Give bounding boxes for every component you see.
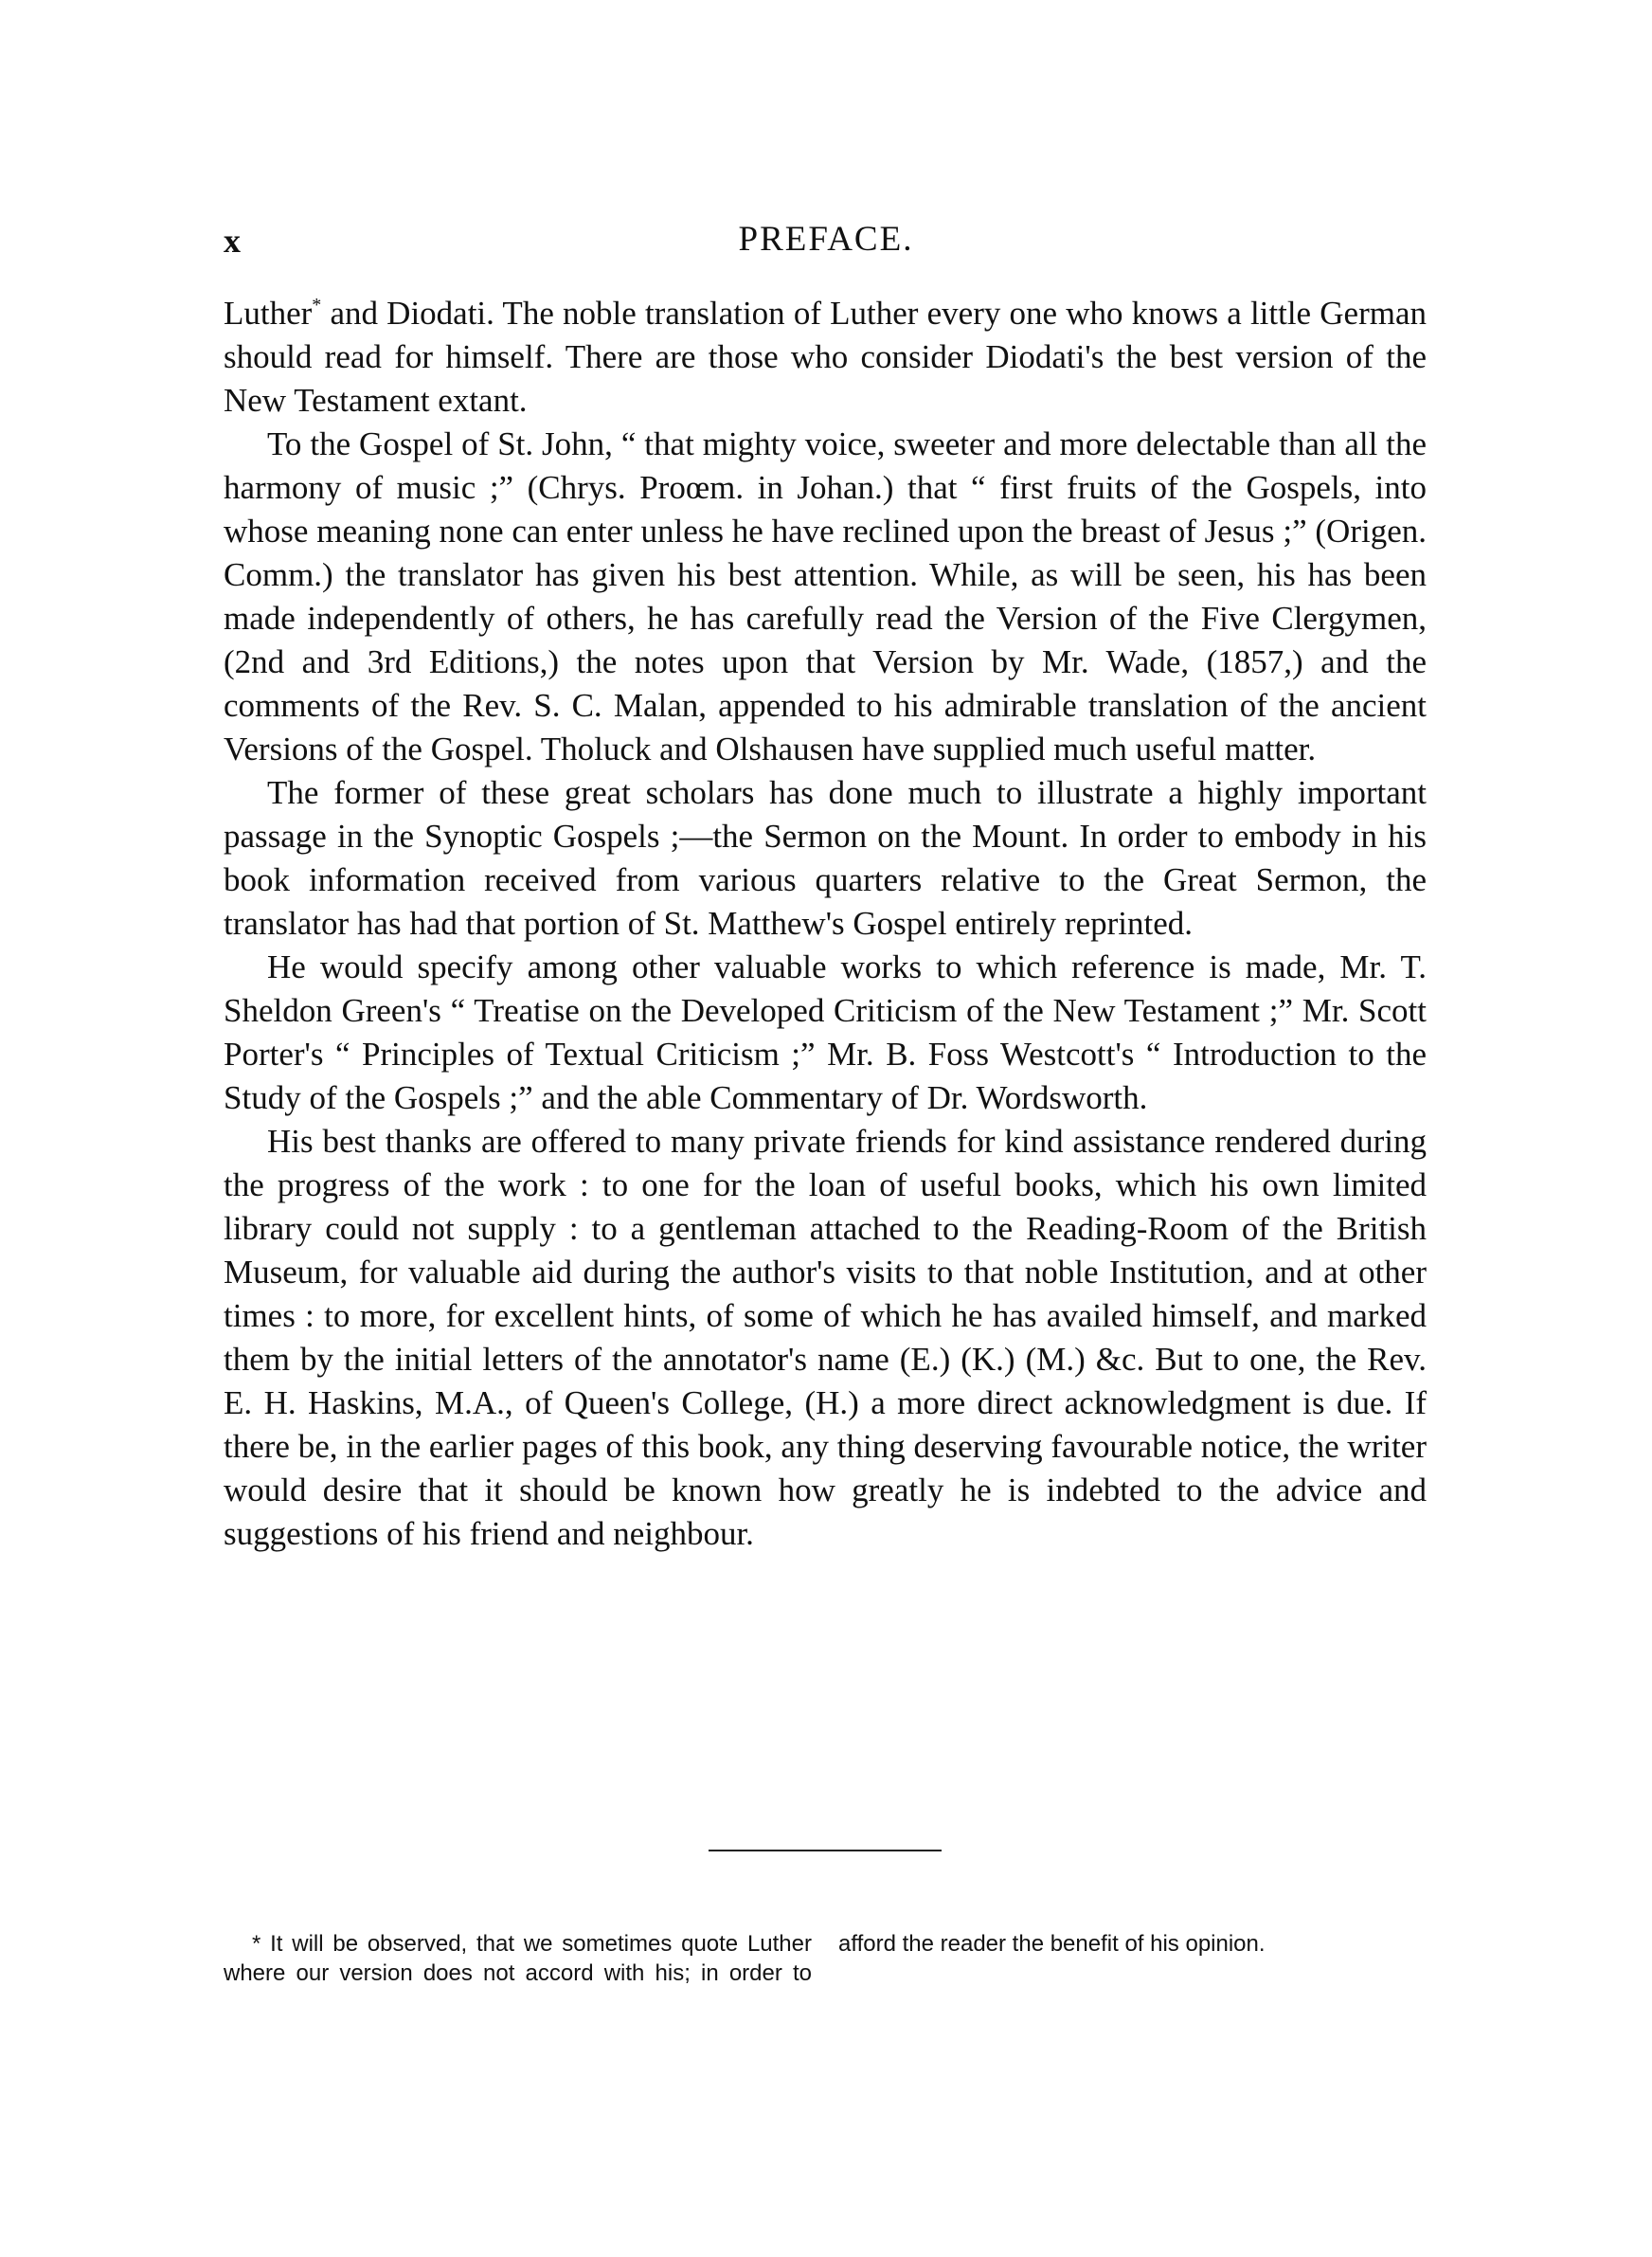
footnote-reference-mark: * <box>312 295 322 316</box>
running-head: PREFACE. <box>738 220 914 259</box>
paragraph-valuable-works: He would specify among other valuable works to which reference is made, Mr. T. Sheldon Green's “ Treatise on the Developed Criticism of the New Testament ;” Mr. Scott Porter's “ Principles of Textual Criticism ;” Mr. B. Foss Westcott's “ Introduction to the Study of the Gospels ;” and the able Commentary of Dr. Wordsworth. <box>224 948 1427 1116</box>
footnote: * It will be observed, that we sometimes quote Luther where our version does not accord with his; in order to afford the reader the benefit of his opinion. <box>224 1931 1266 1986</box>
paragraph-acknowledgments: His best thanks are offered to many private friends for kind assistance rendered during the progress of the work : to one for the loan of useful books, which his own limited library could not supply : to a gentleman attached to the Reading-Room of the British Museum, for valuable aid during the author's visits to that noble Institution, and at other times : to more, for excellent hints, of some of which he has availed himself, and marked them by the initial letters of the annotator's name (E.) (K.) (M.) &c. But to one, the Rev. E. H. Haskins, M.A., of Queen's College, (H.) a more direct acknowledgment is due. If there be, in the earlier pages of this book, any thing deserving favourable notice, the writer would desire that it should be known how greatly he is indebted to the advice and suggestions of his friend and neighbour. <box>224 1123 1427 1552</box>
preface-body <box>224 292 1427 1556</box>
paragraph-text-start: Luther <box>224 295 313 332</box>
paragraph-sermon-on-the-mount: The former of these great scholars has done much to illustrate a highly important passage in the Synoptic Gospels ;—the Sermon on the Mount. In order to embody in his book information received from various quarters relative to the Great Sermon, the translator has had that portion of St. Matthew's Gospel entirely reprinted. <box>224 774 1427 942</box>
page-number: x <box>224 222 241 260</box>
footnote-divider-rule <box>709 1850 942 1851</box>
paragraph-luther-diodati <box>224 292 1427 423</box>
paragraph-gospel-of-john: To the Gospel of St. John, “ that mighty voice, sweeter and more delectable than all the harmony of music ;” (Chrys. Proœm. in Johan.) that “ first fruits of the Gospels, into whose meaning none can enter unless he have reclined upon the breast of Jesus ;” (Origen. Comm.) the translator has given his best attention. While, as will be seen, his has been made independently of others, he has carefully read the Version of the Five Clergymen, (2nd and 3rd Editions,) the notes upon that Version by Mr. Wade, (1857,) and the comments of the Rev. S. C. Malan, appended to his admirable translation of the ancient Versions of the Gospel. Tholuck and Olshausen have supplied much useful matter. <box>224 425 1427 767</box>
paragraph-text-rest: and Diodati. The noble translation of Luther every one who knows a little German should read for himself. There are those who consider Diodati's the best version of the New Testament extant. <box>224 295 1427 419</box>
